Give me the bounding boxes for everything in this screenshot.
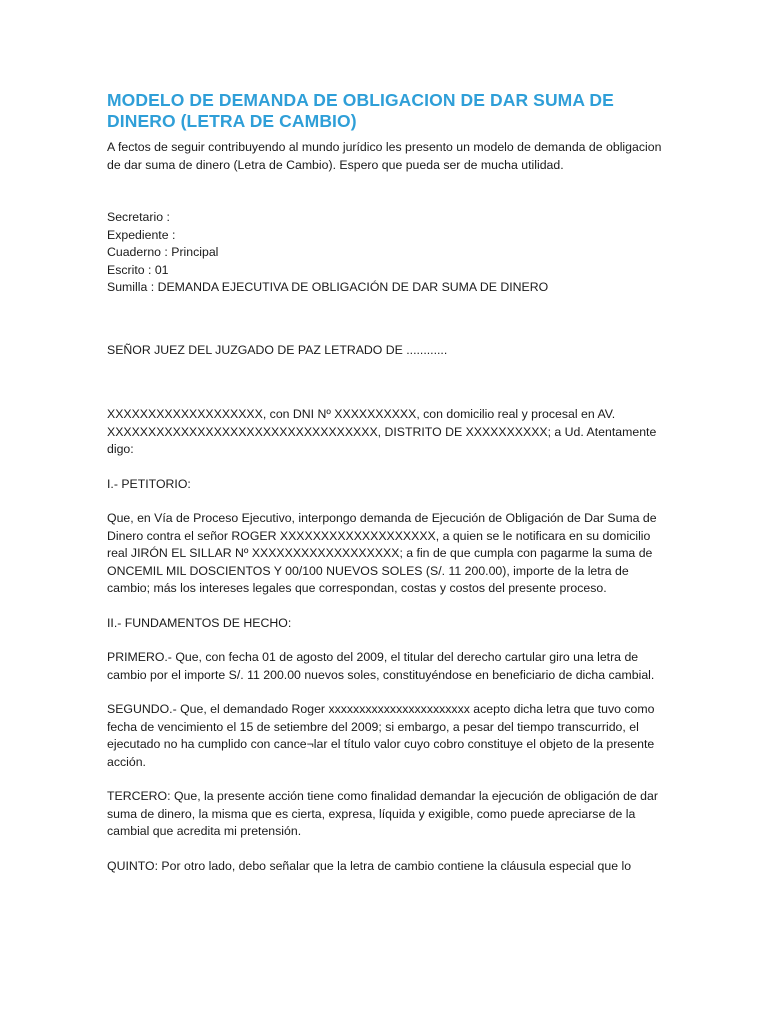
quinto-paragraph: QUINTO: Por otro lado, debo señalar que la letra de cambio contiene la cláusula especial que lo	[107, 858, 632, 873]
intro-paragraph: A fectos de seguir contribuyendo al mundo jurídico les presento un modelo de demanda de obligacion de dar suma de dinero (Letra de Cambio). Espero que pueda ser de mucha utilidad.	[107, 140, 662, 172]
document-page	[107, 90, 667, 875]
sumilla-line: Sumilla : DEMANDA EJECUTIVA DE OBLIGACIÓN DE DAR SUMA DE DINERO	[107, 280, 549, 294]
cuaderno-line: Cuaderno : Principal	[107, 245, 219, 259]
secretario-line: Secretario :	[107, 210, 170, 224]
case-header	[107, 209, 667, 297]
tercero-paragraph: TERCERO: Que, la presente acción tiene como finalidad demandar la ejecución de obligación de dar suma de dinero, la misma que es cierta, expresa, líquida y exigible, como puede apreciarse de la cambial que acredita mi pretensión.	[107, 789, 658, 838]
petitorio-heading: I.- PETITORIO:	[107, 476, 191, 491]
escrito-line: Escrito : 01	[107, 262, 169, 277]
segundo-paragraph: SEGUNDO.- Que, el demandado Roger xxxxxxxxxxxxxxxxxxxxxxx acepto dicha letra que tuvo como fecha de vencimiento el 15 de setiembre del 2009; si embargo, a pesar del tiempo transcurrido, el ejecutado no ha cumplido con cance¬lar el título valor cuyo cobro constituye el objeto de la presente acción.	[107, 702, 655, 769]
addressee-line: SEÑOR JUEZ DEL JUZGADO DE PAZ LETRADO DE ............	[107, 342, 448, 357]
expediente-line: Expediente :	[107, 227, 176, 242]
primero-paragraph: PRIMERO.- Que, con fecha 01 de agosto del 2009, el titular del derecho cartular giro una letra de cambio por el importe S/. 11 200.00 nuevos soles, constituyéndose en beneficiario de dicha cambial.	[107, 650, 655, 682]
plaintiff-intro: XXXXXXXXXXXXXXXXXXX, con DNI Nº XXXXXXXXXX, con domicilio real y procesal en AV. XXXXXXXXXXXXXXXXXXXXXXXXXXXXXXXXX, DISTRITO DE XXXXXXXXXX; a Ud. Atentamente digo:	[107, 407, 657, 456]
document-title: MODELO DE DEMANDA DE OBLIGACION DE DAR SUMA DE DINERO (LETRA DE CAMBIO)	[107, 90, 614, 131]
fundamentos-heading: II.- FUNDAMENTOS DE HECHO:	[107, 615, 292, 630]
petitorio-paragraph: Que, en Vía de Proceso Ejecutivo, interpongo demanda de Ejecución de Obligación de Dar Suma de Dinero contra el señor ROGER XXXXXXXXXXXXXXXXXXX, a quien se le notificara en su domicilio real JIRÓN EL SILLAR Nº XXXXXXXXXXXXXXXXXX; a fin de que cumpla con pagarme la suma de ONCEMIL MIL DOSCIENTOS Y 00/100 NUEVOS SOLES (S/. 11 200.00), importe de la letra de cambio; más los intereses legales que correspondan, costas y costos del presente proceso.	[107, 511, 657, 595]
